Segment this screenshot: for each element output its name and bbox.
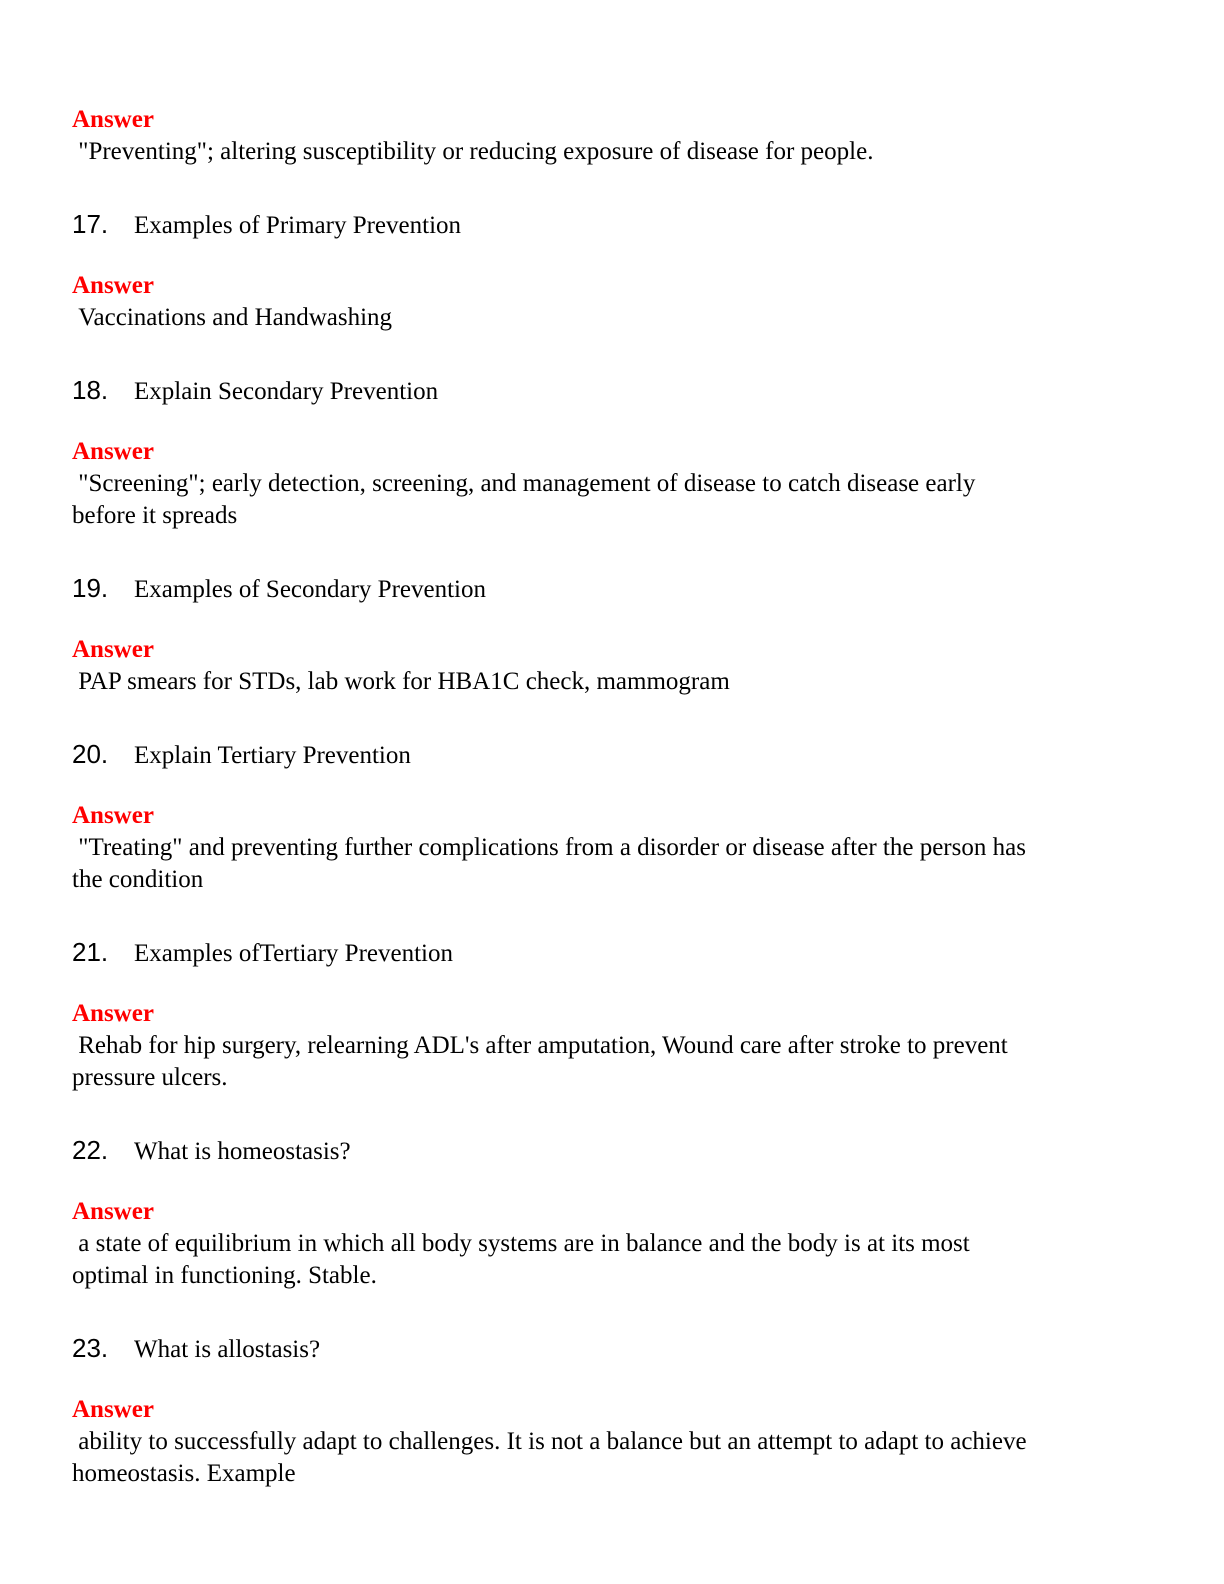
answer-block — [72, 1394, 1132, 1490]
answer-block — [72, 998, 1132, 1094]
answer-label: Answer — [72, 802, 154, 829]
answer-block — [72, 104, 1132, 168]
question-22 — [72, 1133, 1132, 1167]
answer-text: "Preventing"; altering susceptibility or reducing exposure of disease for people. — [72, 138, 874, 165]
answer-label: Answer — [72, 438, 154, 465]
question-21 — [72, 935, 1132, 969]
answer-text: ability to successfully adapt to challenges. It is not a balance but an attempt to adapt to achieve homeostasis. Example — [72, 1428, 1027, 1487]
question-23 — [72, 1331, 1132, 1365]
question-18 — [72, 373, 1132, 407]
answer-text: "Screening"; early detection, screening, and management of disease to catch disease early before it spreads — [72, 470, 976, 529]
answer-text: PAP smears for STDs, lab work for HBA1C check, mammogram — [72, 668, 730, 695]
answer-text: a state of equilibrium in which all body systems are in balance and the body is at its most optimal in functioning. Stable. — [72, 1230, 970, 1289]
question-number: 20. — [72, 739, 109, 769]
answer-block — [72, 436, 1132, 532]
question-number: 22. — [72, 1135, 109, 1165]
question-text: Explain Secondary Prevention — [134, 378, 439, 405]
question-text: What is allostasis? — [134, 1336, 321, 1363]
answer-text: Vaccinations and Handwashing — [72, 304, 393, 331]
question-17 — [72, 207, 1132, 241]
answer-label: Answer — [72, 1198, 154, 1225]
question-20 — [72, 737, 1132, 771]
answer-label: Answer — [72, 272, 154, 299]
question-text: Examples of Secondary Prevention — [134, 576, 486, 603]
answer-block — [72, 800, 1132, 896]
answer-label: Answer — [72, 1000, 154, 1027]
question-19 — [72, 571, 1132, 605]
question-number: 17. — [72, 209, 109, 239]
question-number: 18. — [72, 375, 109, 405]
answer-text: Rehab for hip surgery, relearning ADL's after amputation, Wound care after stroke to prevent pressure ulcers. — [72, 1032, 1008, 1091]
question-text: Examples of Primary Prevention — [134, 212, 462, 239]
answer-label: Answer — [72, 636, 154, 663]
answer-block — [72, 634, 1132, 698]
answer-block — [72, 1196, 1132, 1292]
answer-label: Answer — [72, 1396, 154, 1423]
answer-block — [72, 270, 1132, 334]
question-text: Explain Tertiary Prevention — [134, 742, 411, 769]
answer-label: Answer — [72, 106, 154, 133]
question-text: Examples ofTertiary Prevention — [134, 940, 453, 967]
question-text: What is homeostasis? — [134, 1138, 351, 1165]
answer-text: "Treating" and preventing further complications from a disorder or disease after the person has the condition — [72, 834, 1026, 893]
question-number: 21. — [72, 937, 109, 967]
question-number: 23. — [72, 1333, 109, 1363]
question-number: 19. — [72, 573, 109, 603]
